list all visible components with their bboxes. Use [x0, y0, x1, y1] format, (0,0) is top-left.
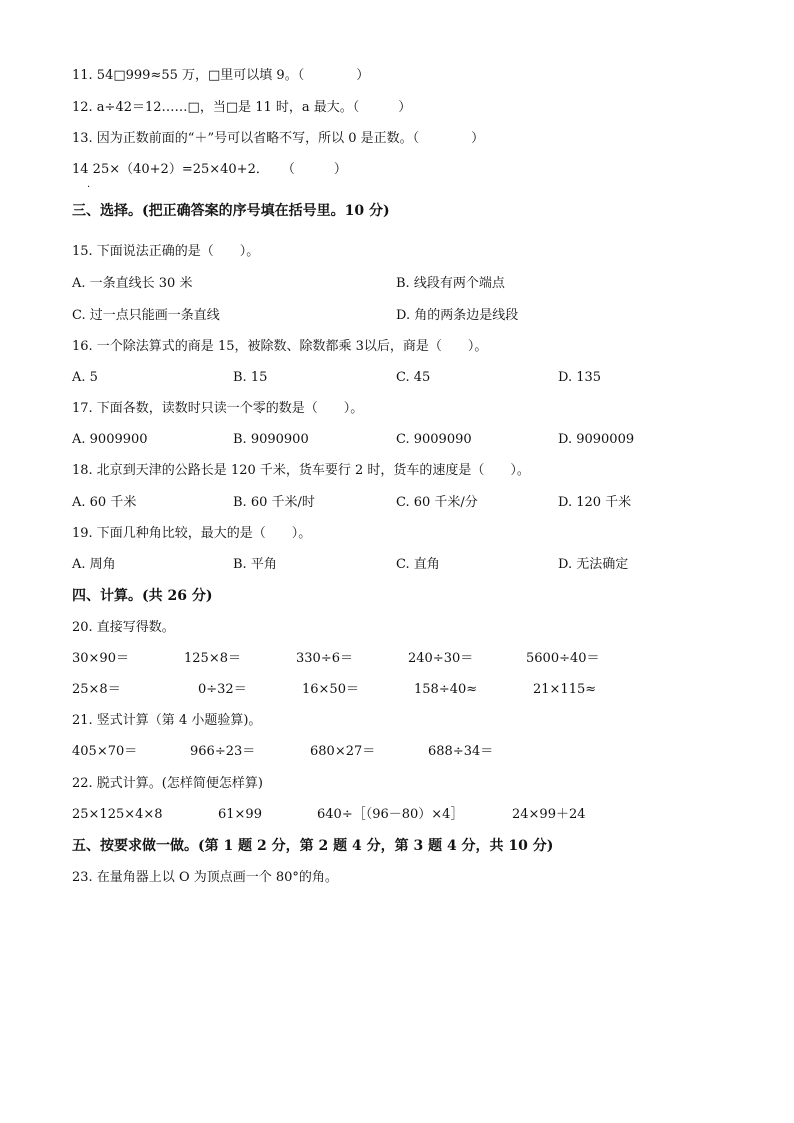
q22-item: 24×99＋24: [512, 807, 586, 822]
q16-option-c: C. 45: [396, 370, 431, 385]
q19-option-d: D. 无法确定: [558, 557, 629, 572]
q17-stem: 17. 下面各数，读数时只读一个零的数是（ ）。: [72, 401, 364, 416]
q20-item: 158÷40≈: [414, 682, 478, 697]
q19-options: [0, 556, 794, 574]
q18-option-d: D. 120 千米: [558, 495, 632, 510]
q23-stem: 23. 在量角器上以 O 为顶点画一个 80°的角。: [72, 870, 338, 885]
q22-item: 25×125×4×8: [72, 807, 163, 822]
q19-option-c: C. 直角: [396, 557, 440, 572]
q18-options: [0, 494, 794, 512]
q20-item: 30×90＝: [72, 651, 129, 666]
q15-option-b: B. 线段有两个端点: [396, 276, 505, 291]
q15-options-row1: [0, 275, 794, 293]
q21-item: 688÷34＝: [428, 744, 494, 759]
q22-item: 640÷［（96－80）×4］: [317, 807, 464, 822]
judge-q12: 12. a÷42＝12……□，当□是 11 时，a 最大。（ ）: [72, 100, 412, 115]
q17-option-b: B. 9090900: [233, 432, 309, 447]
q15-option-c: C. 过一点只能画一条直线: [72, 308, 220, 323]
q16-option-d: D. 135: [558, 370, 602, 385]
section4-heading: 四、计算。(共 26 分): [72, 588, 213, 604]
q20-item: 0÷32＝: [198, 682, 247, 697]
q19-option-a: A. 周角: [72, 557, 116, 572]
q21-item: 680×27＝: [310, 744, 376, 759]
q20-item: 5600÷40＝: [526, 651, 600, 666]
section5-heading: 五、按要求做一做。(第 1 题 2 分，第 2 题 4 分，第 3 题 4 分，共 10 分): [72, 838, 554, 854]
q16-stem: 16. 一个除法算式的商是 15，被除数、除数都乘 3以后，商是（ ）。: [72, 339, 488, 354]
q20-item: 25×8＝: [72, 682, 121, 697]
q17-option-c: C. 9009090: [396, 432, 472, 447]
section3-heading: 三、选择。(把正确答案的序号填在括号里。10 分): [72, 203, 390, 219]
q22-stem: 22. 脱式计算。(怎样简便怎样算): [72, 776, 263, 791]
q18-option-c: C. 60 千米/分: [396, 495, 478, 510]
q15-option-a: A. 一条直线长 30 米: [72, 276, 193, 291]
q18-stem: 18. 北京到天津的公路长是 120 千米，货车要行 2 时，货车的速度是（ ）。: [72, 463, 530, 478]
q16-options: [0, 369, 794, 387]
q21-item: 405×70＝: [72, 744, 138, 759]
q19-option-b: B. 平角: [233, 557, 277, 572]
stray-dot: ·: [87, 182, 91, 193]
q17-option-a: A. 9009900: [72, 432, 148, 447]
q21-stem: 21. 竖式计算（第 4 小题验算)。: [72, 713, 262, 728]
q20-item: 330÷6＝: [296, 651, 353, 666]
judge-q11: 11. 54□999≈55 万，□里可以填 9。（ ）: [72, 68, 370, 83]
q16-option-b: B. 15: [233, 370, 268, 385]
q20-row2: [0, 681, 794, 699]
q18-option-a: A. 60 千米: [72, 495, 137, 510]
q20-row1: [0, 650, 794, 668]
q18-option-b: B. 60 千米/时: [233, 495, 315, 510]
q21-items: [0, 743, 794, 761]
q20-stem: 20. 直接写得数。: [72, 620, 175, 635]
q20-item: 16×50＝: [302, 682, 359, 697]
judge-q14: 14 25×（40+2）=25×40+2． （ ）: [72, 162, 347, 177]
q17-options: [0, 431, 794, 449]
q15-stem: 15. 下面说法正确的是（ ）。: [72, 244, 260, 259]
q15-options-row2: [0, 307, 794, 325]
q20-item: 125×8＝: [184, 651, 241, 666]
q15-option-d: D. 角的两条边是线段: [396, 308, 519, 323]
q20-item: 240÷30＝: [408, 651, 474, 666]
q16-option-a: A. 5: [72, 370, 98, 385]
q22-item: 61×99: [218, 807, 262, 822]
q17-option-d: D. 9090009: [558, 432, 635, 447]
q21-item: 966÷23＝: [190, 744, 256, 759]
q22-items: [0, 806, 794, 824]
judge-q13: 13. 因为正数前面的“＋”号可以省略不写，所以 0 是正数。（ ）: [72, 131, 485, 146]
q19-stem: 19. 下面几种角比较，最大的是（ ）。: [72, 526, 312, 541]
q20-item: 21×115≈: [533, 682, 597, 697]
